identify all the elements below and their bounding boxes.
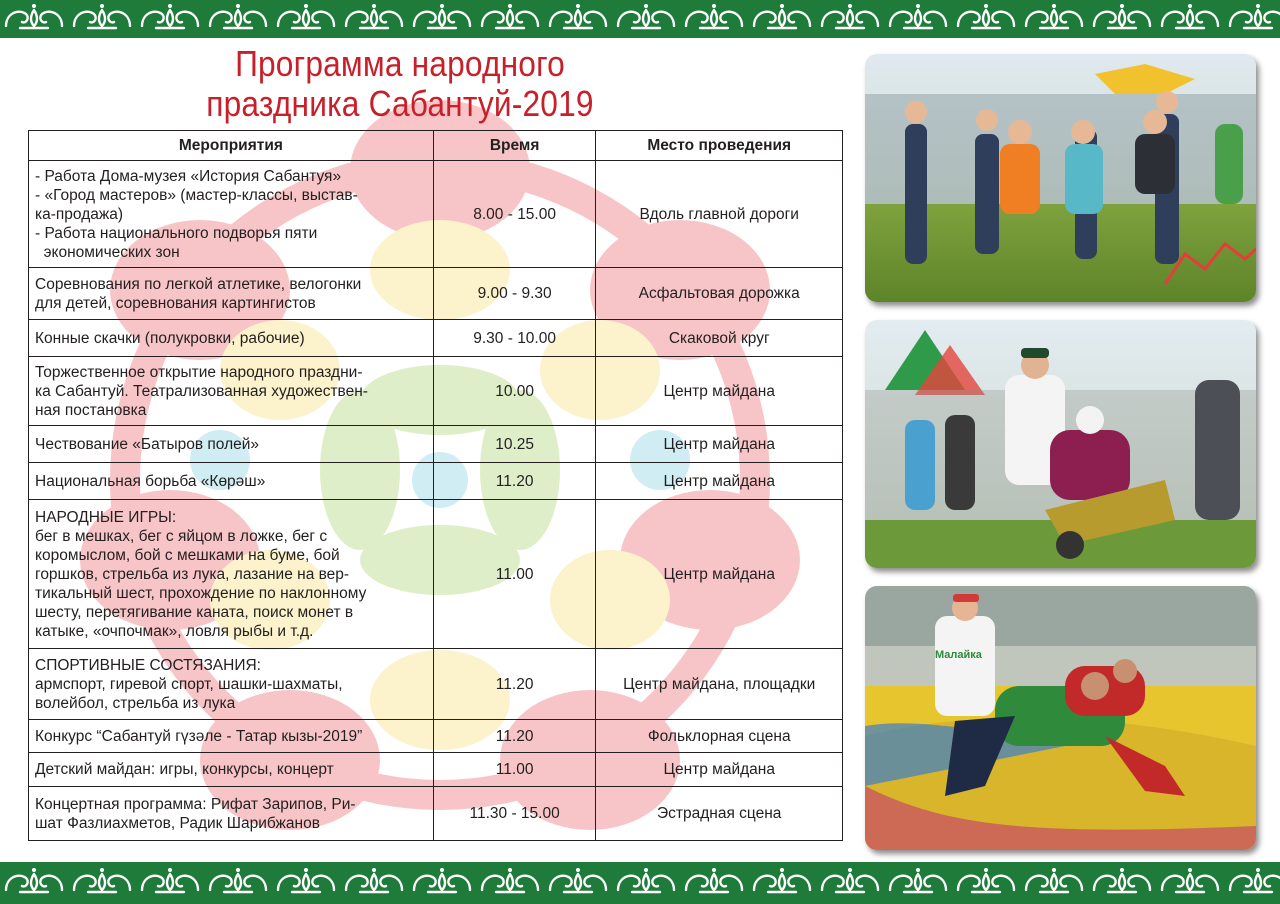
top-ornament-band [0,0,1280,38]
event-cell [29,426,434,463]
photo-elderly-couple-wheelbarrow [865,320,1256,568]
place-cell: Центр майдана [596,753,843,787]
event-line: для детей, соревнования картингистов [35,294,316,312]
time-cell: 9.30 - 10.00 [433,320,596,357]
event-line: армспорт, гиревой спорт, шашки-шахматы, [35,675,343,693]
event-line: волейбол, стрельба из лука [35,694,236,712]
event-line: коромыслом, бой с мешками на буме, бой [35,546,340,564]
table-row [29,787,843,841]
event-cell [29,320,434,357]
time-cell: 10.00 [433,357,596,426]
time-cell: 11.20 [433,463,596,500]
place-cell: Центр майдана [596,500,843,649]
photo-kuresh-wrestlers [865,586,1256,850]
place-cell: Вдоль главной дороги [596,161,843,268]
event-line: НАРОДНЫЕ ИГРЫ: [35,508,177,526]
place-cell: Центр майдана [596,426,843,463]
time-cell: 10.25 [433,426,596,463]
event-cell [29,753,434,787]
time-cell: 8.00 - 15.00 [433,161,596,268]
event-cell [29,268,434,320]
time-cell: 11.00 [433,500,596,649]
event-cell [29,463,434,500]
event-line: Соревнования по легкой атлетике, велогонки [35,275,362,293]
event-line: Конные скачки (полукровки, рабочие) [35,329,305,347]
photo-wrestling [865,586,1256,850]
event-line: Детский майдан: игры, конкурсы, концерт [35,761,334,778]
event-line: Концертная программа: Рифат Зарипов, Ри- [35,795,356,813]
title-line-1: Программа народного [235,43,565,84]
table-row [29,649,843,720]
event-line: Национальная борьба «Көрәш» [35,472,266,490]
photo-running-children [865,54,1256,302]
time-cell: 11.20 [433,649,596,720]
event-line: Чествование «Батыров полей» [35,435,260,453]
column-header-place: Место проведения [596,131,843,161]
event-line: Конкурс “Сабантуй гүзәле - Татар кызы-2019” [35,727,363,745]
event-line: Торжественное открытие народного праздни- [35,363,363,381]
column-header-time: Время [433,131,596,161]
bottom-ornament-band [0,862,1280,904]
place-cell: Центр майдана, площадки [596,649,843,720]
photo-sack-race [865,54,1256,302]
program-table [28,130,843,841]
table-row [29,161,843,268]
photo-shirt-text: Малайка [935,649,982,661]
event-line: бег в мешках, бег с яйцом в ложке, бег с [35,527,328,545]
place-cell: Скаковой круг [596,320,843,357]
table-row [29,463,843,500]
place-cell: Эстрадная сцена [596,787,843,841]
photo-wheelbarrow [865,320,1256,568]
event-line: шесту, перетягивание каната, поиск монет в [35,603,354,621]
event-line: - Работа национального подворья пяти [35,224,318,242]
event-line: ная постановка [35,401,147,419]
table-row [29,268,843,320]
table-row [29,720,843,753]
event-line: экономических зон [35,243,180,261]
title-line-2: праздника Сабантуй-2019 [206,83,594,124]
time-cell: 11.20 [433,720,596,753]
table-row [29,500,843,649]
event-cell [29,357,434,426]
event-line: СПОРТИВНЫЕ СОСТЯЗАНИЯ: [35,656,261,674]
event-line: горшков, стрельба из лука, лазание на вер- [35,565,350,583]
time-cell: 11.30 - 15.00 [433,787,596,841]
tatar-ornament-border-icon [0,0,1280,38]
event-line: тикальный шест, прохождение по наклонному [35,584,367,602]
place-cell: Центр майдана [596,357,843,426]
event-line: катыке, «очпочмак», ловля рыбы и т.д. [35,622,314,640]
place-cell: Асфальтовая дорожка [596,268,843,320]
column-header-events: Мероприятия [29,131,434,161]
event-line: шат Фазлиахметов, Радик Шарибжанов [35,814,320,832]
table-row [29,753,843,787]
table-header-row [29,131,843,161]
event-cell [29,720,434,753]
event-cell [29,161,434,268]
event-line: ка Сабантуй. Театрализованная художествен- [35,382,368,400]
table-row [29,426,843,463]
table-row [29,320,843,357]
event-line: ка-продажа) [35,205,124,223]
time-cell: 9.00 - 9.30 [433,268,596,320]
event-line: - Работа Дома-музея «История Сабантуя» [35,167,342,185]
time-cell: 11.00 [433,753,596,787]
event-cell [29,787,434,841]
page-title [162,44,637,124]
table-row [29,357,843,426]
event-cell [29,649,434,720]
event-cell [29,500,434,649]
tatar-ornament-border-icon [0,862,1280,904]
place-cell: Фольклорная сцена [596,720,843,753]
event-line: - «Город мастеров» (мастер-классы, выстав- [35,186,358,204]
place-cell: Центр майдана [596,463,843,500]
